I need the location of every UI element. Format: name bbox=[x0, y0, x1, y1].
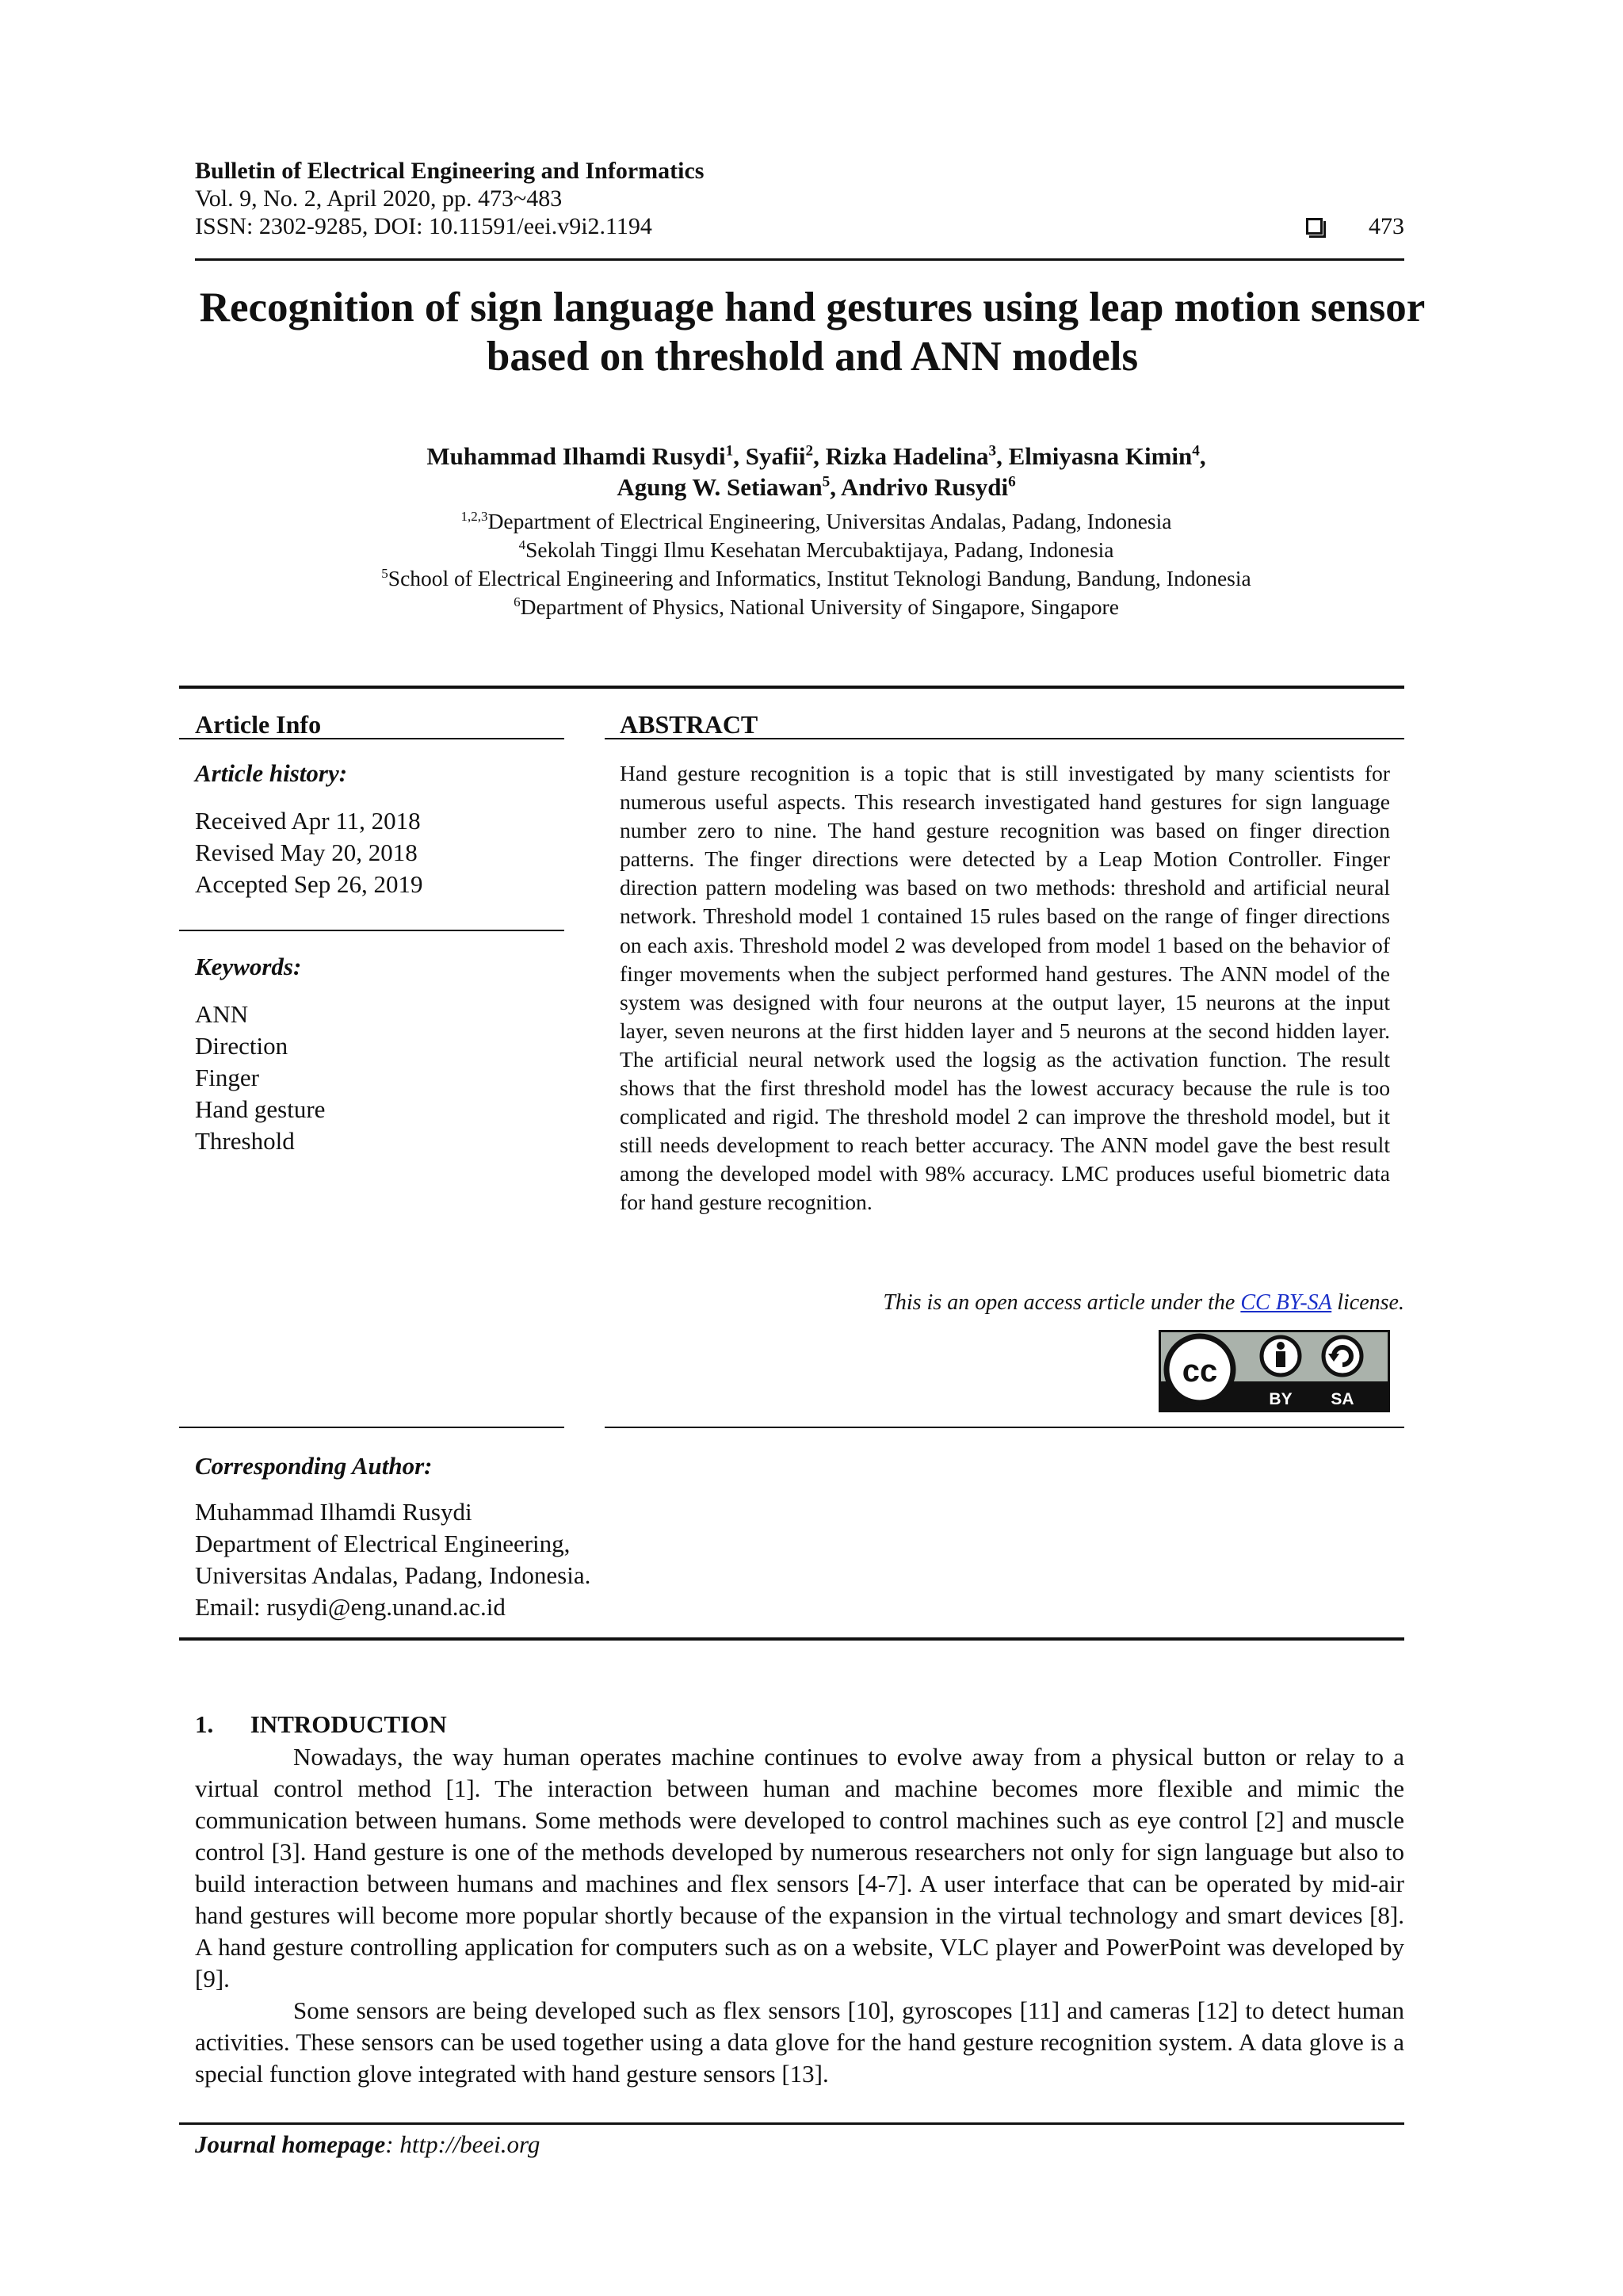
journal-homepage bbox=[195, 2130, 540, 2159]
frame-rule-top bbox=[179, 686, 1404, 689]
badge-by-label: BY bbox=[1269, 1390, 1293, 1408]
badge-sa-label: SA bbox=[1331, 1390, 1354, 1408]
introduction-paragraph: Nowadays, the way human operates machine continues to evolve away from a physical button or relay to a virtual control method [1]. The interaction between human and machine becomes more flexible and mimic the communication between humans. Some methods were developed to control machines such as eye control [2] and muscle control [3]. Hand gesture is one of the methods developed by numerous researchers not only for sign language but also to build interaction between humans and machines and flex sensors [4-7]. A user interface that can be operated by mid-air hand gestures will become more popular shortly because of the expansion in the virtual technology and smart devices [8]. A hand gesture controlling application for computers such as on a website, VLC player and PowerPoint was developed by [9]. bbox=[195, 1743, 1404, 1992]
checkbox-square-icon bbox=[1306, 218, 1323, 235]
introduction-heading: 1. INTRODUCTION bbox=[195, 1710, 447, 1738]
keywords-heading: Keywords: bbox=[195, 953, 302, 980]
keyword-item: Hand gesture bbox=[195, 1095, 326, 1123]
attribution-icon bbox=[1262, 1337, 1300, 1375]
author-name: Agung W. Setiawan bbox=[617, 473, 823, 501]
cc-icon bbox=[1167, 1336, 1233, 1403]
author-sup: 3 bbox=[988, 442, 997, 460]
keyword-item: Direction bbox=[195, 1032, 288, 1060]
page-number: 473 bbox=[1369, 213, 1404, 239]
cc-by-sa-badge[interactable] bbox=[1159, 1330, 1390, 1412]
author-name: Andrivo Rusydi bbox=[841, 473, 1009, 501]
history-item: Revised May 20, 2018 bbox=[195, 839, 418, 866]
frame-rule-bottom bbox=[179, 1637, 1404, 1641]
affiliation-text: School of Electrical Engineering and Informatics, Institut Teknologi Bandung, Bandung, Indonesia bbox=[388, 566, 1251, 590]
affiliation-text: Sekolah Tinggi Ilmu Kesehatan Mercubaktijaya, Padang, Indonesia bbox=[525, 537, 1114, 562]
license-statement bbox=[883, 1289, 1404, 1316]
header-rule bbox=[195, 258, 1404, 261]
footer-rule bbox=[179, 2122, 1404, 2125]
author-sup: 4 bbox=[1192, 442, 1200, 460]
affiliation-item bbox=[158, 507, 1474, 536]
history-item: Received Apr 11, 2018 bbox=[195, 807, 421, 835]
author-sup: 6 bbox=[1008, 473, 1016, 491]
abstract-text: Hand gesture recognition is a topic that is still investigated by many scientists for numerous useful aspects. This research investigated hand gestures for sign language number zero to nine. The hand gesture recognition was based on finger direction patterns. The finger directions were detected by a Leap Motion Controller. Finger direction pattern modeling was based on two methods: threshold and artificial neural network. Threshold model 1 contained 15 rules based on the range of finger directions on each axis. Threshold model 2 was developed from model 1 based on the behavior of finger movements when the subject performed hand gestures. The ANN model of the system was designed with four neurons at the output layer, 15 neurons at the input layer, seven neurons at the first hidden layer and 5 neurons at the second hidden layer. The artificial neural network used the logsig as the activation function. The result shows that the first threshold model has the lowest accuracy because the rule is too complicated and rigid. The threshold model 2 can improve the threshold model, but it still needs development to reach better accuracy. The ANN model gave the best result among the developed model with 98% accuracy. LMC produces useful biometric data for hand gesture recognition. bbox=[620, 761, 1390, 1215]
journal-name: Bulletin of Electrical Engineering and Informatics bbox=[195, 158, 705, 184]
footer-label: Journal homepage bbox=[195, 2130, 386, 2158]
paper-title: Recognition of sign language hand gestures using leap motion sensor based on threshold and ANN models bbox=[199, 285, 1426, 380]
corresponding-rule bbox=[179, 1427, 564, 1428]
affiliation-item bbox=[158, 536, 1474, 564]
header-page-block bbox=[1306, 212, 1404, 240]
author-sup: 2 bbox=[805, 442, 814, 460]
affiliation-sup: 5 bbox=[381, 565, 388, 581]
corresponding-details bbox=[195, 1496, 590, 1623]
affiliation-sup: 4 bbox=[518, 537, 526, 552]
author-name: Muhammad Ilhamdi Rusydi bbox=[426, 442, 726, 470]
keywords-list bbox=[195, 999, 325, 1157]
affiliation-sup: 1,2,3 bbox=[460, 508, 488, 524]
journal-header bbox=[195, 157, 1404, 240]
share-alike-icon bbox=[1323, 1337, 1361, 1375]
introduction-paragraph: Some sensors are being developed such as flex sensors [10], gyroscopes [11] and cameras [12] to detect human activities. These sensors can be used together using a data glove for the hand gesture recognition system. A data glove is a special function glove integrated with hand gesture sensors [13]. bbox=[195, 1996, 1404, 2088]
history-item: Accepted Sep 26, 2019 bbox=[195, 870, 423, 898]
license-prefix: This is an open access article under the bbox=[883, 1290, 1241, 1315]
license-link[interactable]: CC BY-SA bbox=[1240, 1290, 1332, 1315]
author-sup: 5 bbox=[822, 473, 831, 491]
corresponding-dept: Department of Electrical Engineering, bbox=[195, 1530, 571, 1557]
author-name: Rizka Hadelina bbox=[825, 442, 989, 470]
abstract-bottom-rule bbox=[605, 1427, 1404, 1428]
affiliation-list bbox=[158, 507, 1474, 621]
corresponding-name: Muhammad Ilhamdi Rusydi bbox=[195, 1498, 472, 1526]
keywords-rule bbox=[179, 930, 564, 931]
affiliation-text: Department of Physics, National University of Singapore, Singapore bbox=[520, 594, 1119, 619]
corresponding-univ: Universitas Andalas, Padang, Indonesia. bbox=[195, 1561, 591, 1589]
svg-text:cc: cc bbox=[1182, 1354, 1218, 1389]
introduction-body bbox=[195, 1741, 1404, 2090]
history-heading: Article history: bbox=[195, 759, 348, 787]
author-name: Syafii bbox=[745, 442, 806, 470]
author-name: Elmiyasna Kimin bbox=[1008, 442, 1193, 470]
journal-issn: ISSN: 2302-9285, DOI: 10.11591/eei.v9i2.1194 bbox=[195, 213, 652, 239]
author-list: Muhammad Ilhamdi Rusydi$^1$, Syafii$^2$, Rizka Hadelina$^3$, Elmiyasna Kimin$^4$, Agung W. Setiawan$^5$, Andrivo Rusydi$^6$ bbox=[426, 442, 1206, 501]
author-sup: 1 bbox=[725, 442, 734, 460]
keyword-item: Threshold bbox=[195, 1127, 295, 1155]
corresponding-email: Email: rusydi@eng.unand.ac.id bbox=[195, 1593, 506, 1621]
abstract-heading: ABSTRACT bbox=[620, 710, 758, 739]
license-suffix: license. bbox=[1331, 1290, 1404, 1315]
article-info-heading: Article Info bbox=[195, 710, 322, 739]
history-list bbox=[195, 805, 423, 900]
keyword-item: Finger bbox=[195, 1064, 259, 1091]
affiliation-item bbox=[158, 564, 1474, 593]
affiliation-item bbox=[158, 593, 1474, 621]
corresponding-heading: Corresponding Author: bbox=[195, 1452, 433, 1480]
footer-url[interactable]: : http://beei.org bbox=[385, 2130, 540, 2158]
affiliation-sup: 6 bbox=[514, 594, 521, 609]
affiliation-text: Department of Electrical Engineering, Universitas Andalas, Padang, Indonesia bbox=[487, 509, 1172, 533]
journal-volume: Vol. 9, No. 2, April 2020, pp. 473~483 bbox=[195, 185, 563, 212]
keyword-item: ANN bbox=[195, 1000, 249, 1028]
